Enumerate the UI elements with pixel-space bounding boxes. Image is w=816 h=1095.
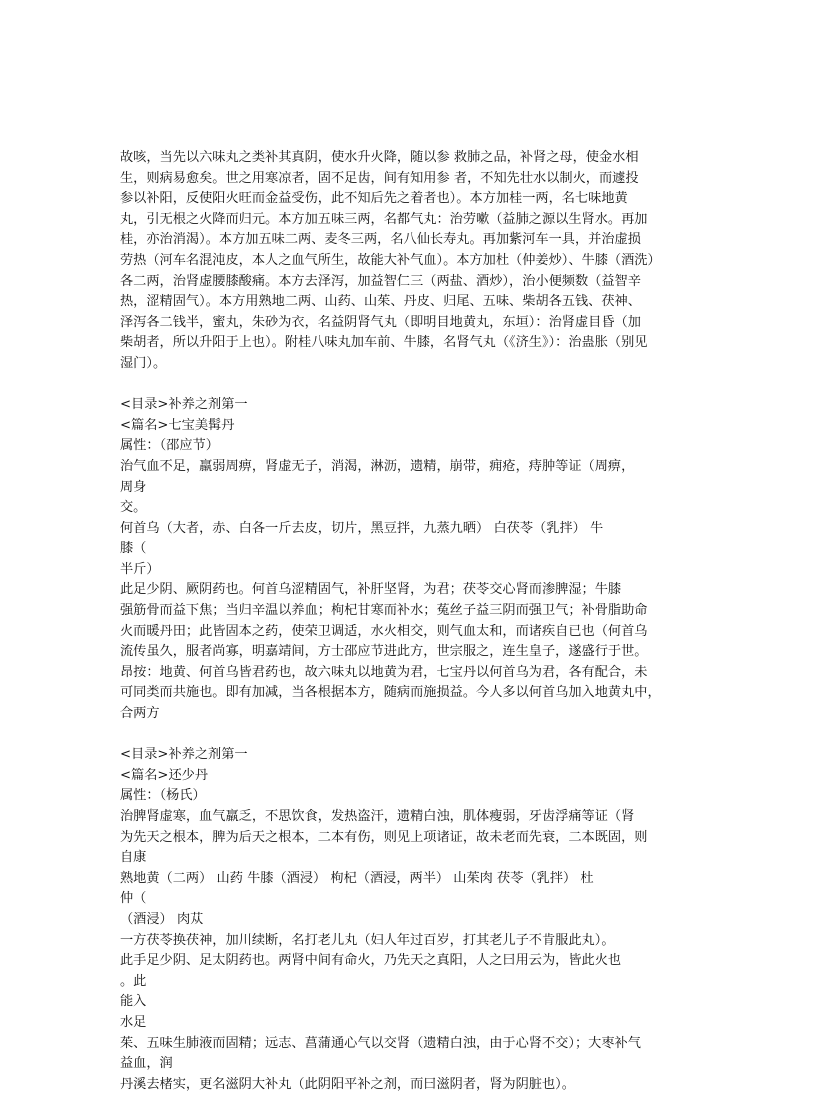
text-line: 合两方	[120, 706, 160, 722]
text-line: 属性：（邵应节）	[120, 438, 219, 454]
text-line: 属性：（杨氏）	[120, 788, 206, 804]
text-line: 为先天之根本，脾为后天之根本，二本有伤，则见上项诸证，故未老而先衰，二本既固，则	[120, 829, 648, 845]
section-qibao-meiran-dan	[120, 395, 696, 725]
text-line: （酒浸） 肉苁	[120, 911, 204, 927]
text-line: 生，则病易愈矣。世之用寒凉者，固不足齿，间有知用参 者，不知先壮水以制火，而遽投	[120, 170, 639, 186]
text-line: 劳热（河车名混沌皮，本人之血气所生，故能大补气血）。本方加杜（仲姜炒）、牛膝（酒洗）	[120, 252, 661, 268]
text-line: 交。	[120, 500, 147, 516]
text-line: 周身	[120, 479, 147, 495]
text-line: 熟地黄（二两） 山药 牛膝（酒浸） 枸杞（酒浸，两半） 山茱肉 茯苓（乳拌） 杜	[120, 870, 594, 886]
text-line: <篇名>还少丹	[120, 767, 209, 783]
text-line: <篇名>七宝美髯丹	[120, 417, 235, 433]
text-line: 故咳，当先以六味丸之类补其真阴，使水升火降，随以参 救肺之品，补肾之母，使金水相	[120, 150, 639, 165]
paragraph-gap	[120, 725, 696, 746]
text-line: 治脾肾虚寒，血气羸乏，不思饮食，发热盗汗，遗精白浊，肌体瘦弱，牙齿浮痛等证（肾	[120, 809, 635, 824]
text-line: 泽泻各二钱半，蜜丸，朱砂为衣，名益阴肾气丸（即明目地黄丸，东垣）：治肾虚目昏（加	[120, 314, 641, 330]
text-line: 茱、五味生肺液而固精；远志、菖蒲通心气以交肾（遗精白浊，由于心肾不交）；大枣补气	[120, 1035, 641, 1051]
text-line: 丸，引无根之火降而归元。本方加五味三两，名都气丸：治劳嗽（益肺之源以生肾水。再加	[120, 211, 648, 227]
text-line: 桂，亦治消渴）。本方加五味二两、麦冬三两，名八仙长寿丸。再加紫河车一具，并治虚损	[120, 232, 641, 248]
text-line: 一方茯苓换茯神，加川续断，名打老儿丸（妇人年过百岁，打其老儿子不肯服此丸）。	[120, 932, 615, 948]
paragraph-gap	[120, 375, 696, 396]
intro-paragraph	[120, 148, 696, 375]
text-line: 能入	[120, 994, 147, 1010]
text-line: <目录>补养之剂第一	[120, 747, 248, 763]
text-line: 可同类而共施也。即有加减，当各根据本方，随病而施损益。今人多以何首乌加入地黄丸中，	[120, 685, 661, 701]
text-line: 参以补阳，反使阳火旺而金益受伤，此不知后先之着者也）。本方加桂一两，名七味地黄	[120, 191, 628, 207]
text-line: 热，涩精固气）。本方用熟地二两、山药、山茱、丹皮、归尾、五味、柴胡各五钱、茯神、	[120, 294, 641, 310]
text-line: 益血，润	[120, 1056, 173, 1072]
text-line: 湿门）。	[120, 355, 167, 371]
text-line: 丹溪去楮实，更名滋阴大补丸（此阴阳平补之剂，而曰滋阴者，肾为阴脏也）。	[120, 1076, 575, 1092]
text-line: 仲（	[120, 891, 147, 907]
text-line: 何首乌（大者，赤、白各一斤去皮，切片，黑豆拌，九蒸九晒） 白茯苓（乳拌） 牛	[120, 520, 604, 536]
document-page	[120, 148, 696, 1095]
text-line: 此手足少阴、足太阴药也。两肾中间有命火，乃先天之真阳，人之曰用云为，皆此火也	[120, 953, 622, 969]
text-line: 昂按：地黄、何首乌皆君药也，故六味丸以地黄为君，七宝丹以何首乌为君，各有配合，未	[120, 664, 648, 680]
text-line: 各二两，治肾虚腰膝酸痛。本方去泽泻，加益智仁三（两盐、酒炒），治小便频数（益智辛	[120, 273, 641, 289]
text-line: 强筋骨而益下焦；当归辛温以养血；枸杞甘寒而补水；菟丝子益三阴而强卫气；补骨脂助命	[120, 603, 648, 619]
section-huanshao-dan	[120, 745, 696, 1095]
text-line: 流传虽久，服者尚寡，明嘉靖间，方士邵应节进此方，世宗服之，连生皇子，遂盛行于世。	[120, 644, 648, 660]
text-line: 膝（	[120, 541, 147, 557]
text-line: 火而暖丹田；此皆固本之药，使荣卫调适，水火相交，则气血太和，而诸疾自已也（何首乌	[120, 623, 648, 639]
text-line: 柴胡者，所以升阳于上也）。附桂八味丸加车前、牛膝，名肾气丸（《济生》）：治蛊胀（别见	[120, 335, 648, 351]
text-line: 水足	[120, 1014, 147, 1030]
text-line: 半斤）	[120, 561, 160, 577]
text-line: 此足少阴、厥阴药也。何首乌涩精固气，补肝坚肾，为君；茯苓交心肾而渗脾湿；牛膝	[120, 582, 622, 598]
text-line: 治气血不足，羸弱周痹，肾虚无子，消渴，淋沥，遗精，崩带，痈疮，痔肿等证（周痹，	[120, 458, 635, 474]
text-line: 自康	[120, 850, 147, 866]
text-line: <目录>补养之剂第一	[120, 397, 248, 413]
text-line: 。此	[120, 973, 147, 989]
